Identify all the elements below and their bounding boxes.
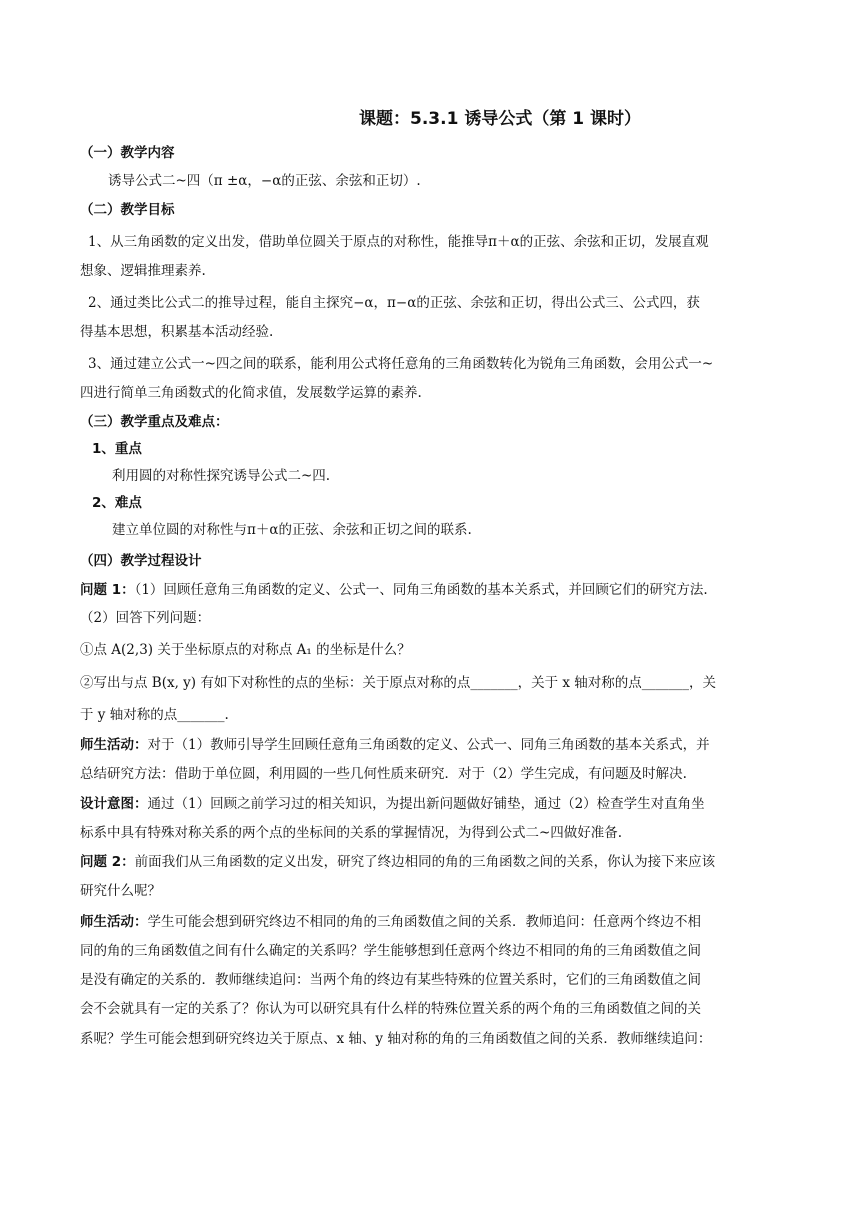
section-label: 2、难点 [92, 495, 142, 511]
line-text: ①点 A(2,3) 关于坐标原点的对称点 A₁ 的坐标是什么？ [80, 642, 411, 658]
document-line [80, 824, 622, 842]
line-text: 同的角的三角函数值之间有什么确定的关系吗？学生能够想到任意两个终边不相同的角的三角函数值之间 [80, 943, 701, 959]
line-text: （1）回顾任意角三角函数的定义、公式一、同角三角函数的基本关系式，并回顾它们的研究方法. [134, 582, 708, 598]
document-line [80, 674, 716, 692]
document-line [80, 853, 715, 871]
section-label: 问题 2： [80, 854, 135, 870]
section-label: 1、重点 [92, 441, 142, 457]
line-text: 系呢？学生可能会想到研究终边关于原点、x 轴、y 轴对称的角的三角函数值之间的关系．教师继续追问： [80, 1031, 712, 1047]
line-text: 通过（1）回顾之前学习过的相关知识，为提出新问题做好铺垫，通过（2）检查学生对直角坐 [147, 796, 705, 812]
line-text: 诱导公式二~四（π ±α，−α的正弦、余弦和正切）. [108, 173, 421, 189]
document-line [88, 355, 713, 373]
document-line [80, 552, 202, 570]
document-line [80, 609, 210, 627]
section-label: （一）教学内容 [80, 145, 175, 161]
document-line [88, 294, 700, 312]
line-text: 学生可能会想到研究终边不相同的角的三角函数值之间的关系．教师追问：任意两个终边不相 [147, 914, 701, 930]
line-text: 是没有确定的关系的．教师继续追问：当两个角的终边有某些特殊的位置关系时，它们的三角函数值之间 [80, 972, 701, 988]
line-text: 总结研究方法：借助于单位圆，利用圆的一些几何性质来研究．对于（2）学生完成，有问题及时解决. [80, 766, 687, 782]
line-text: 建立单位圆的对称性与π＋α的正弦、余弦和正切之间的联系. [112, 522, 472, 538]
line-text: 利用圆的对称性探究诱导公式二~四. [112, 468, 331, 484]
line-text: 会不会就具有一定的关系了？你认为可以研究具有什么样的特殊位置关系的两个角的三角函数值之间的关 [80, 1001, 701, 1017]
line-text: 标系中具有特殊对称关系的两个点的坐标间的关系的掌握情况，为得到公式二~四做好准备. [80, 825, 623, 841]
document-line [112, 521, 472, 539]
section-label: 师生活动： [80, 737, 148, 753]
line-text: 1、从三角函数的定义出发，借助单位圆关于原点的对称性，能推导π＋α的正弦、余弦和正切，发展直观 [88, 234, 709, 250]
document-line [80, 413, 229, 431]
page-title: 课题：5.3.1 诱导公式（第 1 课时） [359, 109, 641, 129]
document-line [80, 942, 701, 960]
document-line [80, 641, 411, 659]
document-line [112, 467, 330, 485]
line-text: 得基本思想，积累基本活动经验. [80, 324, 274, 340]
section-label: 设计意图： [80, 796, 148, 812]
section-label: 问题 1： [80, 582, 135, 598]
section-label: （四）教学过程设计 [80, 553, 202, 569]
line-text: 3、通过建立公式一~四之间的联系，能利用公式将任意角的三角函数转化为锐角三角函数，会用公式一~ [88, 356, 714, 372]
section-label: （三）教学重点及难点： [80, 414, 229, 430]
line-text: 研究什么呢？ [80, 883, 161, 899]
document-line [92, 440, 142, 458]
document-line [80, 581, 708, 599]
document-line [80, 706, 229, 724]
document-line [80, 201, 175, 219]
line-text: 2、通过类比公式二的推导过程，能自主探究−α，π−α的正弦、余弦和正切，得出公式三、公式四，获 [88, 295, 700, 311]
section-label: （二）教学目标 [80, 202, 175, 218]
document-line [92, 494, 142, 512]
line-text: 前面我们从三角函数的定义出发，研究了终边相同的角的三角函数之间的关系，你认为接下来应该 [134, 854, 716, 870]
line-text: 于 y 轴对称的点_______. [80, 707, 229, 723]
document-line [80, 144, 175, 162]
section-label: 师生活动： [80, 914, 148, 930]
document-line [80, 765, 687, 783]
document-line [80, 795, 705, 813]
document-line [80, 384, 422, 402]
document-line [80, 971, 701, 989]
document-line [108, 172, 421, 190]
line-text: 对于（1）教师引导学生回顾任意角三角函数的定义、公式一、同角三角函数的基本关系式，并 [147, 737, 710, 753]
document-line [80, 323, 273, 341]
line-text: （2）回答下列问题： [80, 610, 211, 626]
document-line [80, 1000, 701, 1018]
line-text: ②写出与点 B(x, y) 有如下对称性的点的坐标：关于原点对称的点_______，关于 x 轴对称的点_______，关 [80, 675, 717, 691]
document-line [80, 882, 161, 900]
line-text: 想象、逻辑推理素养. [80, 263, 206, 279]
document-line [80, 262, 206, 280]
document-line [80, 913, 701, 931]
line-text: 四进行简单三角函数式的化简求值，发展数学运算的素养. [80, 385, 422, 401]
document-line [80, 736, 710, 754]
document-line [88, 233, 709, 251]
document-line [80, 1030, 711, 1048]
